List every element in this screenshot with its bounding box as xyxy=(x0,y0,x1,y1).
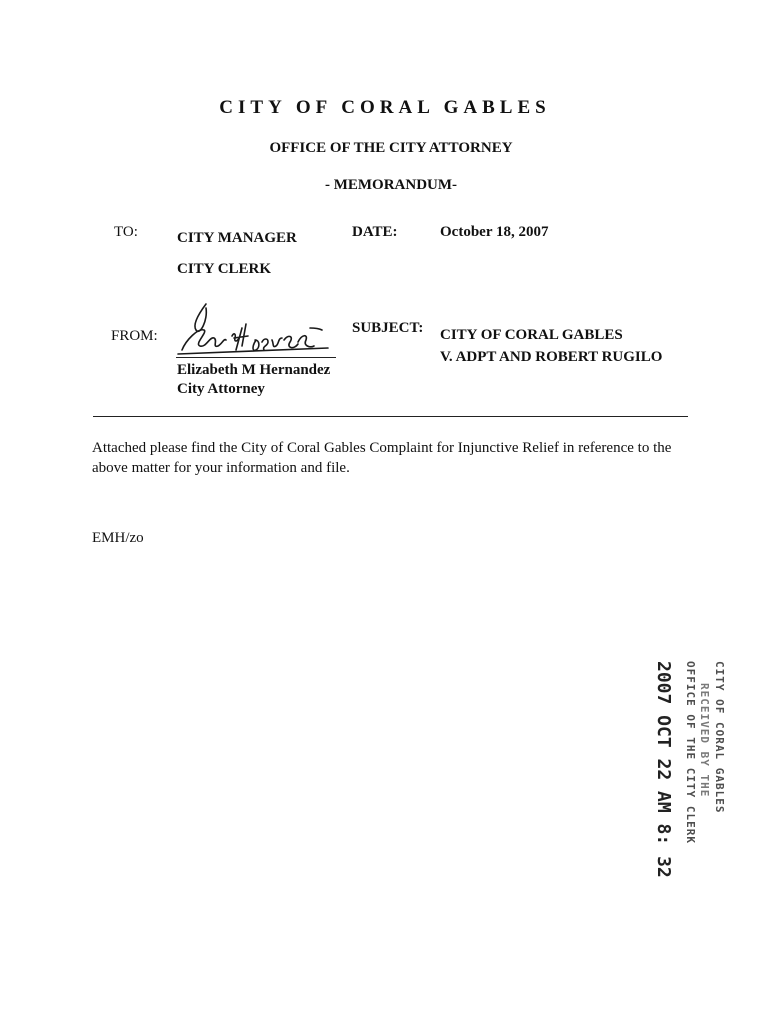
from-title: City Attorney xyxy=(177,381,265,397)
subject-line-1: CITY OF CORAL GABLES xyxy=(440,327,623,343)
office-heading: OFFICE OF THE CITY ATTORNEY xyxy=(269,140,513,156)
to-label: TO: xyxy=(114,224,138,240)
memo-body: Attached please find the City of Coral Gables Complaint for Injunctive Relief in reference to the above matter for your information and file. xyxy=(92,440,672,476)
from-label: FROM: xyxy=(111,328,158,344)
to-recipient-2: CITY CLERK xyxy=(177,261,272,277)
received-stamp xyxy=(640,661,730,921)
page-title: CITY OF CORAL GABLES xyxy=(219,97,551,118)
signature-line xyxy=(176,357,336,358)
subject-label: SUBJECT: xyxy=(352,320,424,336)
stamp-line-2: RECEIVED BY THE xyxy=(698,683,711,798)
subject-line-2: V. ADPT AND ROBERT RUGILO xyxy=(440,349,663,365)
date-label: DATE: xyxy=(352,224,398,240)
initials: EMH/zo xyxy=(92,530,144,546)
from-name: Elizabeth M Hernandez xyxy=(177,362,331,378)
date-value: October 18, 2007 xyxy=(440,224,549,240)
stamp-datetime: 2007 OCT 22 AM 8: 32 xyxy=(653,661,674,878)
to-recipient-1: CITY MANAGER xyxy=(177,230,297,246)
memorandum-heading: - MEMORANDUM- xyxy=(324,177,458,193)
stamp-line-3: OFFICE OF THE CITY CLERK xyxy=(684,661,697,844)
header-divider xyxy=(93,416,688,417)
signature-image xyxy=(172,300,332,358)
stamp-line-1: CITY OF CORAL GABLES xyxy=(713,661,726,814)
